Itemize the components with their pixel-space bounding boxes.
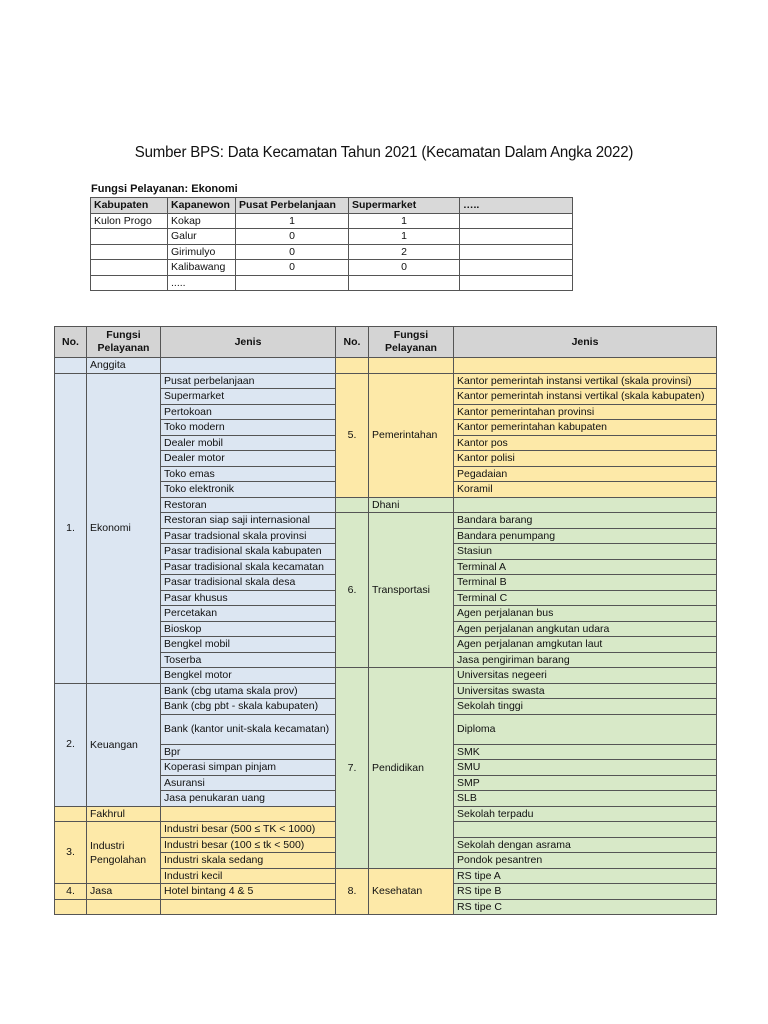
group-number: 7.	[336, 668, 369, 869]
table-cell: 1	[349, 213, 460, 229]
jenis-cell: Bpr	[161, 744, 336, 760]
table-cell: 2	[349, 244, 460, 260]
jenis-cell: Asuransi	[161, 775, 336, 791]
group-function: Ekonomi	[87, 373, 161, 683]
header-cell: …..	[460, 198, 573, 214]
jenis-cell: Percetakan	[161, 606, 336, 622]
table-cell: 1	[236, 213, 349, 229]
table-cell: Girimulyo	[168, 244, 236, 260]
jenis-cell: Stasiun	[454, 544, 717, 560]
jenis-cell: Kantor pemerintah instansi vertikal (skala provinsi)	[454, 373, 717, 389]
table-cell	[336, 497, 369, 513]
table-cell: Kokap	[168, 213, 236, 229]
subheading: Fungsi Pelayanan: Ekonomi	[91, 183, 238, 195]
table-cell	[91, 275, 168, 291]
jenis-cell: Bank (cbg pbt - skala kabupaten)	[161, 699, 336, 715]
header-cell: No.	[336, 327, 369, 358]
member-name: Fakhrul	[87, 806, 161, 822]
table-cell: .....	[168, 275, 236, 291]
member-name: Anggita	[87, 358, 161, 374]
jenis-cell: Bandara penumpang	[454, 528, 717, 544]
group-number: 4.	[55, 884, 87, 900]
jenis-cell: RS tipe B	[454, 884, 717, 900]
jenis-cell: Bioskop	[161, 621, 336, 637]
table-row	[91, 213, 573, 229]
table-header-row	[91, 198, 573, 214]
jenis-cell: SMK	[454, 744, 717, 760]
table-row	[91, 275, 573, 291]
jenis-cell: Industri kecil	[161, 868, 336, 884]
jenis-cell: SMP	[454, 775, 717, 791]
page-title: Sumber BPS: Data Kecamatan Tahun 2021 (Kecamatan Dalam Angka 2022)	[134, 144, 634, 161]
jenis-cell: Agen perjalanan bus	[454, 606, 717, 622]
table-cell	[460, 260, 573, 276]
jenis-cell: Pusat perbelanjaan	[161, 373, 336, 389]
jenis-cell: Kantor pos	[454, 435, 717, 451]
group-function: Pemerintahan	[369, 373, 454, 497]
jenis-cell: Supermarket	[161, 389, 336, 405]
group-number: 2.	[55, 683, 87, 806]
jenis-cell: Bandara barang	[454, 513, 717, 529]
group-function: Kesehatan	[369, 868, 454, 915]
table-cell	[369, 358, 454, 374]
table-row	[91, 229, 573, 245]
table-row	[55, 373, 717, 389]
table-header-row	[55, 327, 717, 358]
jenis-cell: Pasar tradisional skala kecamatan	[161, 559, 336, 575]
table-row	[91, 260, 573, 276]
table-cell	[460, 213, 573, 229]
jenis-cell: Dealer mobil	[161, 435, 336, 451]
header-cell: Pusat Perbelanjaan	[236, 198, 349, 214]
jenis-cell: Pasar tradisional skala desa	[161, 575, 336, 591]
table-cell	[336, 358, 369, 374]
group-function: Keuangan	[87, 683, 161, 806]
jenis-cell: RS tipe A	[454, 868, 717, 884]
header-cell: Fungsi Pelayanan	[369, 327, 454, 358]
header-cell: No.	[55, 327, 87, 358]
jenis-cell: Toserba	[161, 652, 336, 668]
header-cell: Jenis	[454, 327, 717, 358]
jenis-cell: Toko modern	[161, 420, 336, 436]
jenis-cell: Hotel bintang 4 & 5	[161, 884, 336, 900]
jenis-cell: Terminal C	[454, 590, 717, 606]
jenis-cell: Kantor pemerintahan provinsi	[454, 404, 717, 420]
jenis-cell: Koperasi simpan pinjam	[161, 760, 336, 776]
jenis-cell: RS tipe C	[454, 899, 717, 915]
table-cell	[161, 806, 336, 822]
jenis-cell: Restoran siap saji internasional	[161, 513, 336, 529]
header-cell: Jenis	[161, 327, 336, 358]
jenis-cell: Bengkel mobil	[161, 637, 336, 653]
jenis-cell: Agen perjalanan angkutan udara	[454, 621, 717, 637]
jenis-cell: Koramil	[454, 482, 717, 498]
jenis-cell: Sekolah tinggi	[454, 699, 717, 715]
jenis-cell: Restoran	[161, 497, 336, 513]
header-cell: Kabupaten	[91, 198, 168, 214]
table-cell	[236, 275, 349, 291]
table-cell: Kulon Progo	[91, 213, 168, 229]
jenis-cell: Pasar tradisional skala kabupaten	[161, 544, 336, 560]
jenis-cell: Pondok pesantren	[454, 853, 717, 869]
jenis-cell: Industri besar (500 ≤ TK < 1000)	[161, 822, 336, 838]
table-cell	[460, 229, 573, 245]
table-cell	[460, 275, 573, 291]
jenis-cell: Sekolah terpadu	[454, 806, 717, 822]
jenis-cell: Universitas negeeri	[454, 668, 717, 684]
table-cell	[55, 806, 87, 822]
group-number: 1.	[55, 373, 87, 683]
header-cell: Supermarket	[349, 198, 460, 214]
group-function: Jasa	[87, 884, 161, 900]
group-number: 5.	[336, 373, 369, 497]
jenis-cell: Pegadaian	[454, 466, 717, 482]
table-cell: 0	[236, 244, 349, 260]
table-cell	[161, 899, 336, 915]
table-cell	[454, 497, 717, 513]
table-cell: 0	[236, 260, 349, 276]
jenis-cell: Universitas swasta	[454, 683, 717, 699]
table-cell: 1	[349, 229, 460, 245]
table-row	[55, 358, 717, 374]
table-cell	[55, 358, 87, 374]
table-cell	[55, 899, 87, 915]
jenis-cell: Bank (cbg utama skala prov)	[161, 683, 336, 699]
jenis-cell: Kantor polisi	[454, 451, 717, 467]
jenis-cell: Jasa penukaran uang	[161, 791, 336, 807]
jenis-cell: Dealer motor	[161, 451, 336, 467]
table-cell: 0	[236, 229, 349, 245]
table-cell: Kalibawang	[168, 260, 236, 276]
jenis-cell: Industri skala sedang	[161, 853, 336, 869]
jenis-cell: Agen perjalanan amgkutan laut	[454, 637, 717, 653]
jenis-cell: Toko emas	[161, 466, 336, 482]
jenis-cell: Kantor pemerintah instansi vertikal (skala kabupaten)	[454, 389, 717, 405]
header-cell: Fungsi Pelayanan	[87, 327, 161, 358]
jenis-cell: Toko elektronik	[161, 482, 336, 498]
table-cell	[460, 244, 573, 260]
jenis-cell: Kantor pemerintahan kabupaten	[454, 420, 717, 436]
table-cell	[161, 358, 336, 374]
jenis-cell: Jasa pengiriman barang	[454, 652, 717, 668]
jenis-cell: Terminal A	[454, 559, 717, 575]
table-cell	[91, 244, 168, 260]
jenis-cell: Pasar khusus	[161, 590, 336, 606]
header-cell: Kapanewon	[168, 198, 236, 214]
jenis-cell: Terminal B	[454, 575, 717, 591]
jenis-cell	[454, 822, 717, 838]
table-cell	[349, 275, 460, 291]
jenis-cell: SMU	[454, 760, 717, 776]
table-cell: Galur	[168, 229, 236, 245]
member-name: Dhani	[369, 497, 454, 513]
group-function: Industri Pengolahan	[87, 822, 161, 884]
jenis-cell: Bengkel motor	[161, 668, 336, 684]
table-cell	[87, 899, 161, 915]
jenis-cell: Pasar tradsional skala provinsi	[161, 528, 336, 544]
table-row	[91, 244, 573, 260]
jenis-cell: Bank (kantor unit-skala kecamatan)	[161, 714, 336, 744]
service-function-table	[54, 326, 717, 915]
jenis-cell: Sekolah dengan asrama	[454, 837, 717, 853]
group-number: 8.	[336, 868, 369, 915]
table-cell	[91, 229, 168, 245]
jenis-cell: SLB	[454, 791, 717, 807]
jenis-cell: Pertokoan	[161, 404, 336, 420]
group-number: 6.	[336, 513, 369, 668]
summary-table	[90, 197, 573, 291]
table-cell	[91, 260, 168, 276]
group-function: Pendidikan	[369, 668, 454, 869]
table-cell	[454, 358, 717, 374]
group-number: 3.	[55, 822, 87, 884]
jenis-cell: Industri besar (100 ≤ tk < 500)	[161, 837, 336, 853]
table-cell: 0	[349, 260, 460, 276]
jenis-cell: Diploma	[454, 714, 717, 744]
group-function: Transportasi	[369, 513, 454, 668]
